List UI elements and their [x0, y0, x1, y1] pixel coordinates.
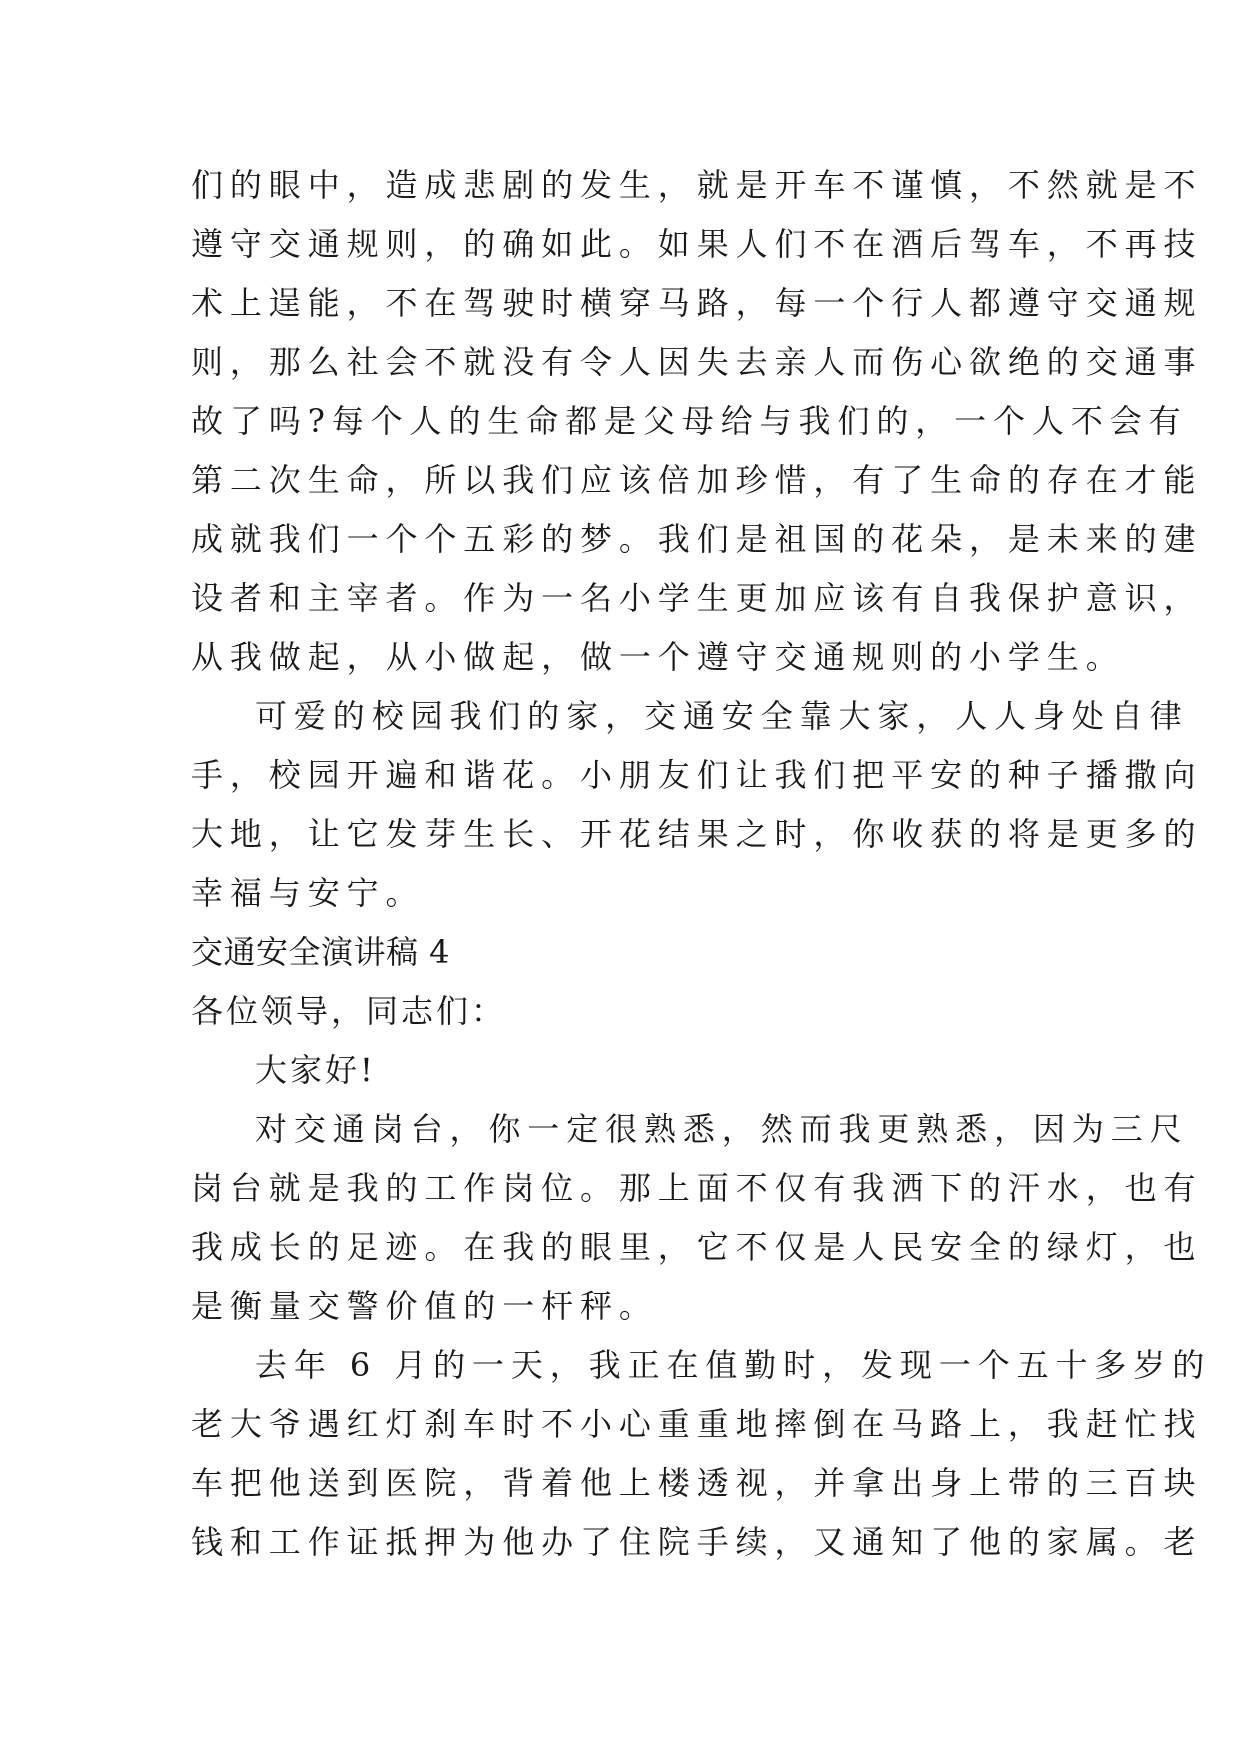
body-text-line: 钱和工作证抵押为他办了住院手续，又通知了他的家属。老: [191, 1523, 1203, 1561]
body-text-line: 设者和主宰者。作为一名小学生更加应该有自我保护意识，: [191, 579, 1203, 617]
section-heading: 交通安全演讲稿 4: [191, 933, 451, 971]
body-text-line: 从我做起，从小做起，做一个遵守交通规则的小学生。: [191, 638, 1125, 676]
body-text-line: 第二次生命，所以我们应该倍加珍惜，有了生命的存在才能: [191, 461, 1203, 499]
body-text-line: 则，那么社会不就没有令人因失去亲人而伤心欲绝的交通事: [191, 343, 1203, 381]
paragraph-first-line: 可爱的校园我们的家，交通安全靠大家，人人身处自律: [255, 697, 1189, 735]
paragraph-first-line: 去年 6 月的一天，我正在值勤时，发现一个五十多岁的: [255, 1346, 1212, 1384]
body-text-line: 们的眼中，造成悲剧的发生，就是开车不谨慎，不然就是不: [191, 166, 1203, 204]
body-text-line: 老大爷遇红灯刹车时不小心重重地摔倒在马路上，我赶忙找: [191, 1405, 1203, 1443]
body-text-line: 故了吗?每个人的生命都是父母给与我们的，一个人不会有: [191, 402, 1188, 440]
body-text-line: 我成长的足迹。在我的眼里，它不仅是人民安全的绿灯，也: [191, 1228, 1203, 1266]
salutation: 各位领导，同志们：: [191, 992, 507, 1030]
body-text-line: 遵守交通规则，的确如此。如果人们不在酒后驾车，不再技: [191, 225, 1203, 263]
body-text-line: 术上逞能，不在驾驶时横穿马路，每一个行人都遵守交通规: [191, 284, 1203, 322]
body-text-line: 岗台就是我的工作岗位。那上面不仅有我洒下的汗水，也有: [191, 1169, 1203, 1207]
body-text-line: 成就我们一个个五彩的梦。我们是祖国的花朵，是未来的建: [191, 520, 1203, 558]
greeting: 大家好!: [255, 1051, 376, 1089]
body-text-line: 大地，让它发芽生长、开花结果之时，你收获的将是更多的: [191, 815, 1203, 853]
paragraph-first-line: 对交通岗台，你一定很熟悉，然而我更熟悉，因为三尺: [255, 1110, 1189, 1148]
body-text-line: 车把他送到医院，背着他上楼透视，并拿出身上带的三百块: [191, 1464, 1203, 1502]
body-text-line: 幸福与安宁。: [191, 874, 425, 912]
body-text-line: 是衡量交警价值的一杆秤。: [191, 1287, 658, 1325]
body-text-line: 手，校园开遍和谐花。小朋友们让我们把平安的种子播撒向: [191, 756, 1203, 794]
